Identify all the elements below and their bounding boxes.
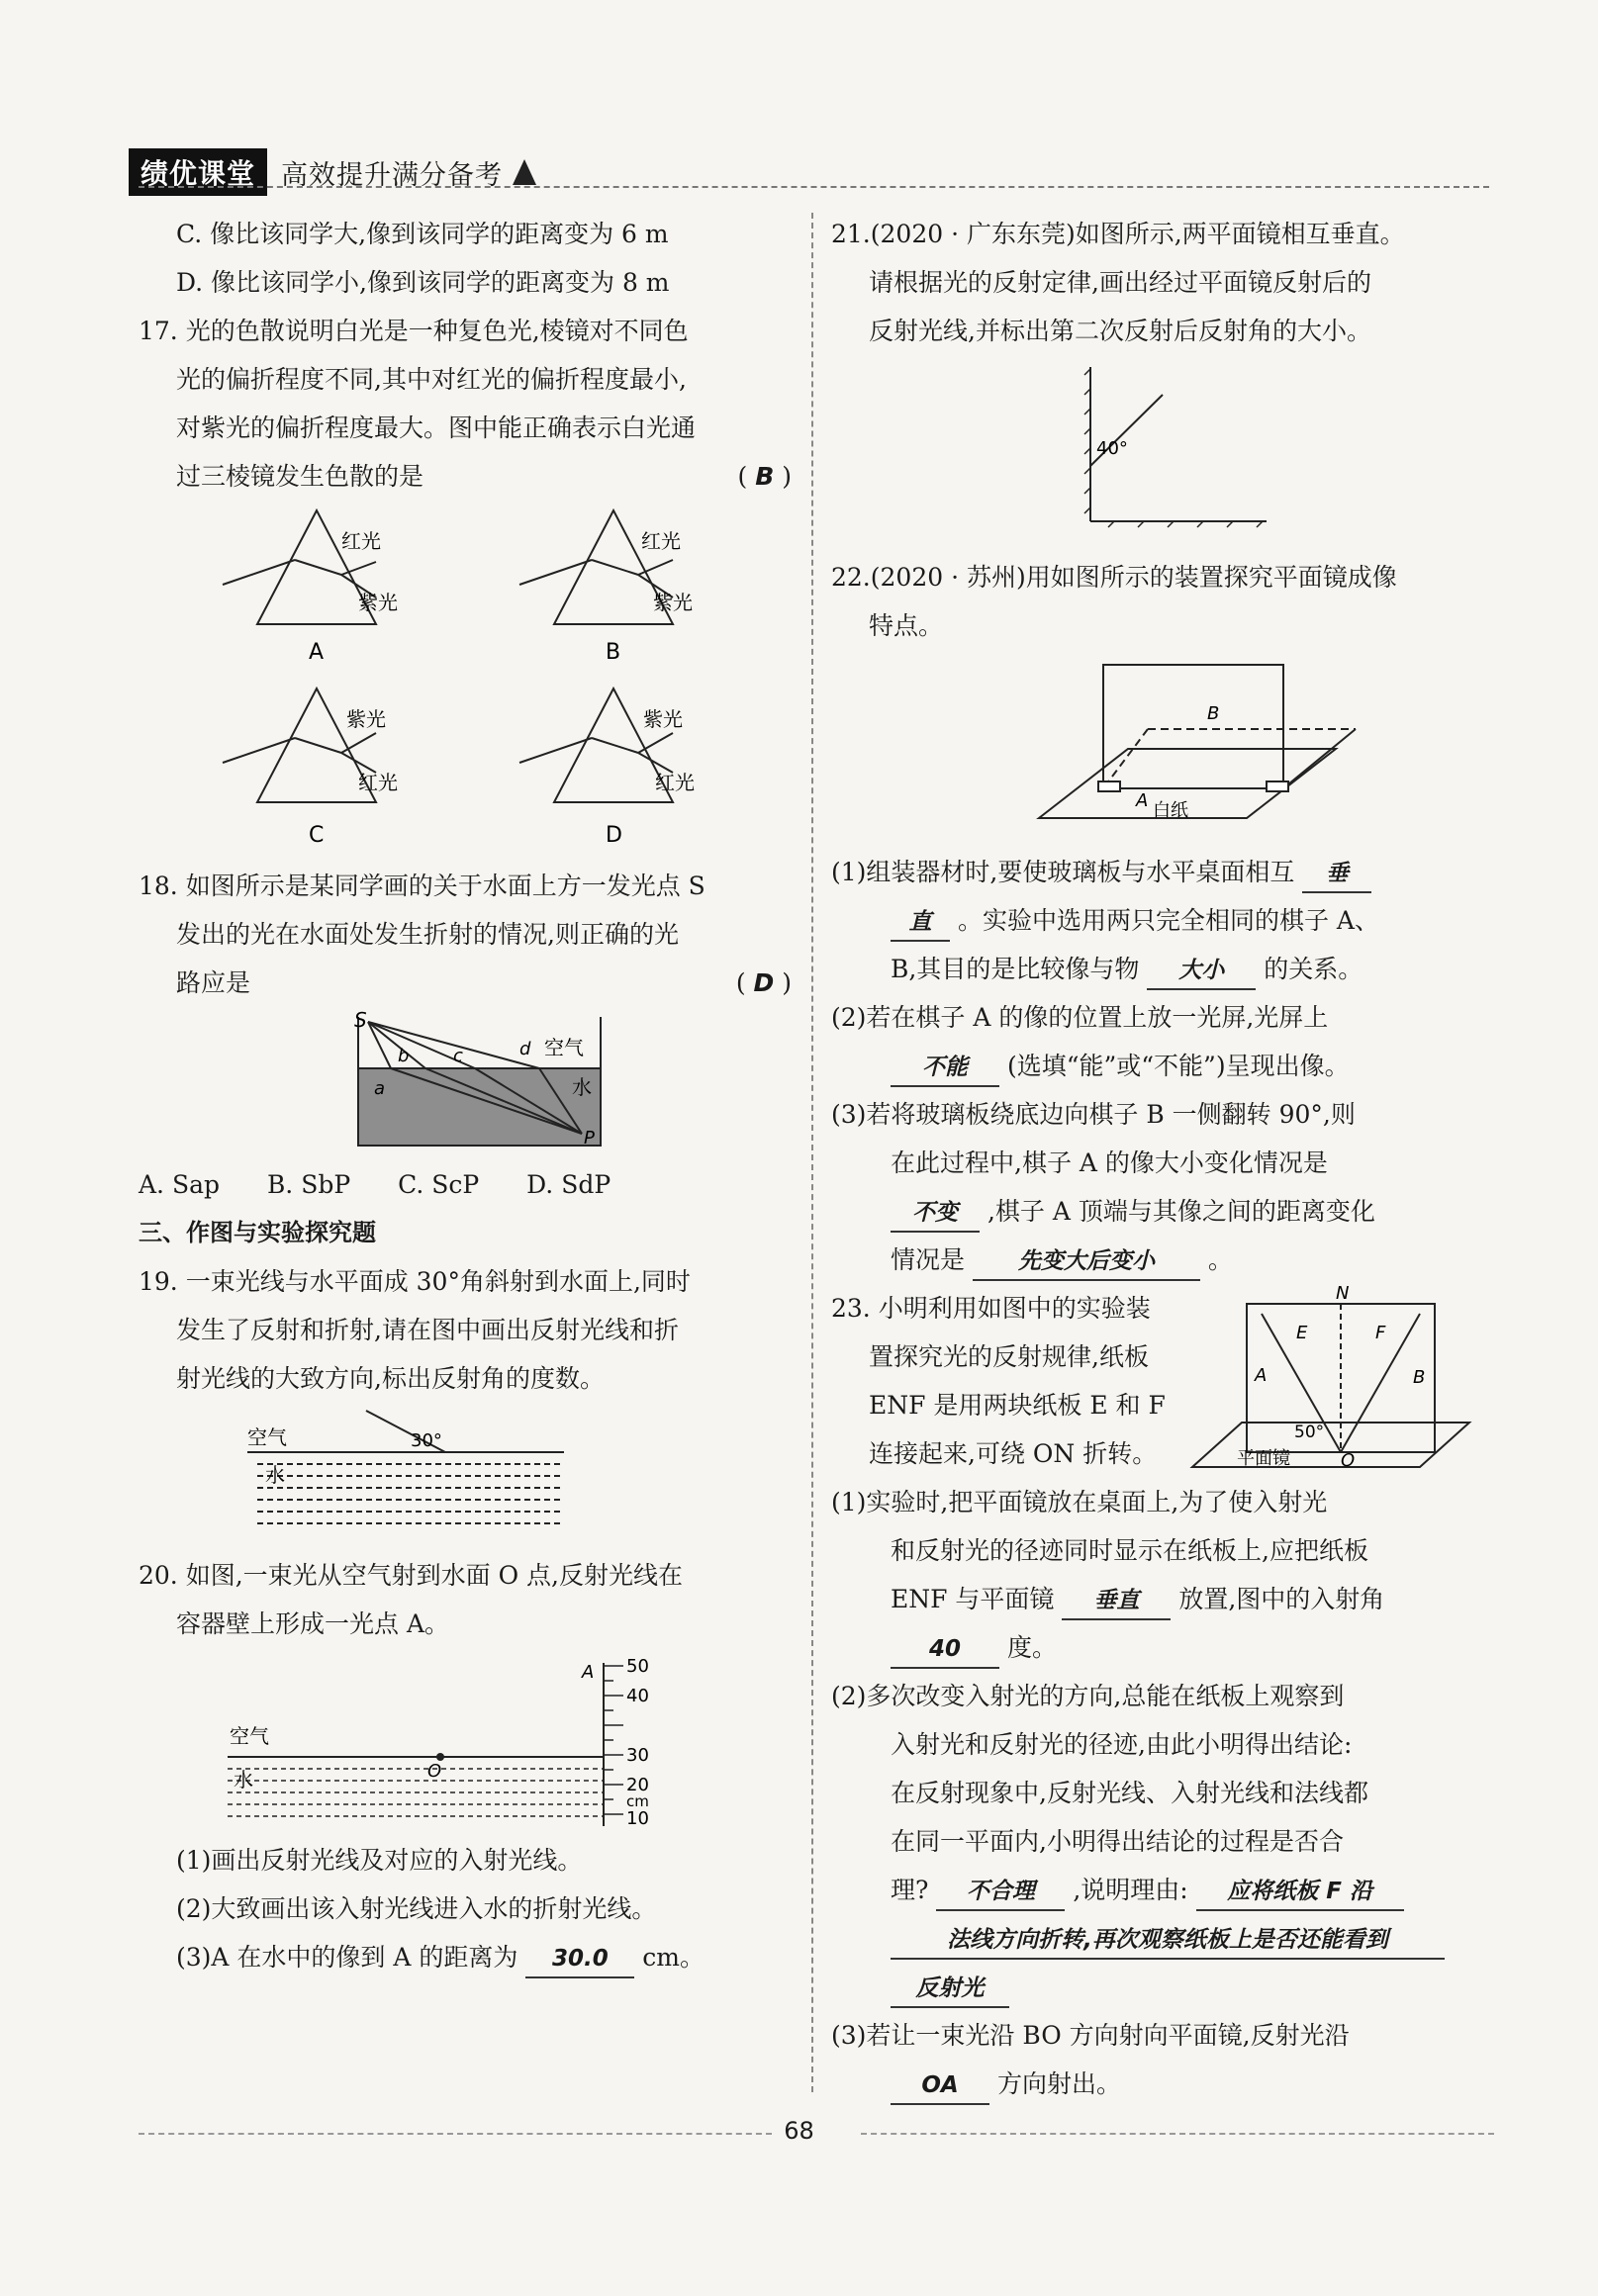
ruler-unit: cm bbox=[626, 1792, 649, 1810]
q18-line: 发出的光在水面处发生折射的情况,则正确的光 bbox=[176, 920, 679, 949]
q22-sub1-answer-blank-cont[interactable]: 直 bbox=[891, 904, 950, 942]
q23-sub3-text: 方向射出。 bbox=[996, 2069, 1121, 2098]
q23-sub1-l1: (1)实验时,把平面镜放在桌面上,为了使入射光 bbox=[831, 1488, 1328, 1516]
left-column bbox=[139, 210, 792, 1981]
q20-point-a-label: A bbox=[582, 1662, 595, 1683]
prism-d-purple-label: 紫光 bbox=[643, 707, 683, 731]
q22-sub3-text3: ,棋子 A 顶端与其像之间的距离变化 bbox=[987, 1197, 1375, 1226]
prism-diagram bbox=[139, 501, 792, 862]
q22-sub2-answer-blank[interactable]: 不能 bbox=[891, 1050, 999, 1087]
q19-air-label: 空气 bbox=[247, 1425, 287, 1449]
q22-sub3-l3 bbox=[831, 1187, 1494, 1236]
q18-figure bbox=[139, 1007, 792, 1160]
header-slogan: 高效提升满分备考 bbox=[281, 159, 504, 191]
q20-sub2: (2)大致画出该入射光线进入水的折射光线。 bbox=[176, 1894, 657, 1923]
q22-sub3-l4 bbox=[831, 1236, 1494, 1284]
ruler-tick-30: 30 bbox=[626, 1745, 649, 1766]
q16-option-c: C. 像比该同学大,像到该同学的距离变为 6 m bbox=[176, 220, 669, 248]
q21-line: 请根据光的反射定律,画出经过平面镜反射后的 bbox=[869, 268, 1371, 297]
page-header bbox=[129, 148, 536, 196]
q22-sub1-l1 bbox=[831, 848, 1494, 896]
q22-sub1-answer2-blank[interactable]: 大小 bbox=[1147, 953, 1256, 990]
prism-b-purple-label: 紫光 bbox=[653, 591, 693, 614]
q20-sub3-unit: cm。 bbox=[642, 1943, 705, 1972]
q22-figure bbox=[831, 650, 1494, 848]
page-number: 68 bbox=[784, 2117, 814, 2145]
ruler-tick-40: 40 bbox=[626, 1686, 649, 1706]
prism-c-caption: C bbox=[309, 823, 325, 848]
question-20 bbox=[139, 1551, 792, 1981]
q19-figure bbox=[139, 1403, 792, 1551]
q18-option-c: C. ScP bbox=[398, 1170, 480, 1199]
q20-sub3 bbox=[139, 1933, 792, 1981]
q23-ray-a-label: A bbox=[1255, 1365, 1268, 1386]
q23-sub1-l2: 和反射光的径迹同时显示在纸板上,应把纸板 bbox=[891, 1536, 1368, 1565]
q22-sub1-text2: 。实验中选用两只完全相同的棋子 A、 bbox=[957, 906, 1379, 935]
q18-line-text: 路应是 bbox=[176, 968, 251, 997]
q22-sub3-l1: (3)若将玻璃板绕底边向棋子 B 一侧翻转 90°,则 bbox=[831, 1100, 1356, 1129]
q22-sub1-l2 bbox=[831, 896, 1494, 945]
q23-sub2-l2: 入射光和反射光的径迹,由此小明得出结论: bbox=[891, 1730, 1353, 1759]
question-23 bbox=[831, 1284, 1494, 2108]
prism-b-caption: B bbox=[606, 640, 621, 665]
q18-option-b: B. SbP bbox=[266, 1170, 351, 1199]
q23-sub2-l5 bbox=[831, 1866, 1494, 1914]
q18-option-a: A. Sap bbox=[139, 1170, 220, 1199]
q23-figure bbox=[1187, 1284, 1474, 1482]
q23-sub1-text4: 放置,图中的入射角 bbox=[1178, 1585, 1385, 1613]
q17-line: 17. 光的色散说明白光是一种复色光,棱镜对不同色 bbox=[139, 317, 689, 345]
q21-figure bbox=[831, 355, 1494, 553]
prism-a-red-label: 红光 bbox=[341, 529, 381, 553]
q22-sub2-text: (选填“能”或“不能”)呈现出像。 bbox=[1006, 1052, 1350, 1080]
q23-sub3-l1: (3)若让一束光沿 BO 方向射向平面镜,反射光沿 bbox=[831, 2021, 1350, 2050]
footer-divider-right bbox=[861, 2133, 1494, 2135]
prism-c-purple-label: 紫光 bbox=[346, 707, 386, 731]
q22-sub3-answer2-blank[interactable]: 先变大后变小 bbox=[973, 1243, 1200, 1281]
q23-normal-n-label: N bbox=[1336, 1284, 1350, 1304]
question-19 bbox=[139, 1257, 792, 1551]
q21-line: 21.(2020 · 广东东莞)如图所示,两平面镜相互垂直。 bbox=[831, 220, 1405, 248]
q23-mirror-label: 平面镜 bbox=[1237, 1448, 1290, 1469]
q17-figure bbox=[139, 501, 792, 862]
q20-water-label: 水 bbox=[234, 1768, 253, 1791]
q23-sub1-text5: 度。 bbox=[1006, 1633, 1057, 1662]
q23-line: 23. 小明利用如图中的实验装 bbox=[831, 1294, 1151, 1323]
question-17 bbox=[139, 307, 792, 862]
q23-ray-b-label: B bbox=[1413, 1367, 1426, 1388]
ruler-tick-20: 20 bbox=[626, 1775, 649, 1795]
q23-sub2-l1: (2)多次改变入射光的方向,总能在纸板上观察到 bbox=[831, 1682, 1345, 1710]
q23-sub2-l4: 在同一平面内,小明得出结论的过程是否合 bbox=[891, 1827, 1344, 1856]
q22-sub1-l3 bbox=[831, 945, 1494, 993]
prism-c-red-label: 红光 bbox=[358, 771, 398, 794]
q20-sub3-text: (3)A 在水中的像到 A 的距离为 bbox=[176, 1943, 518, 1972]
q23-sub1-answer2-blank[interactable]: 40 bbox=[891, 1631, 999, 1669]
ray-b-label: b bbox=[398, 1046, 410, 1066]
q20-line: 容器壁上形成一光点 A。 bbox=[176, 1609, 450, 1638]
q22-line: 22.(2020 · 苏州)用如图所示的装置探究平面镜成像 bbox=[831, 563, 1397, 592]
right-column bbox=[831, 210, 1494, 2108]
q18-answer: D bbox=[753, 968, 775, 997]
q19-line: 射光线的大致方向,标出反射角的度数。 bbox=[176, 1364, 605, 1393]
reflection-board-diagram bbox=[1187, 1284, 1474, 1482]
header-divider bbox=[139, 186, 1489, 188]
q17-line bbox=[139, 452, 792, 501]
water-label: 水 bbox=[572, 1075, 592, 1099]
q20-answer-blank[interactable]: 30.0 bbox=[525, 1941, 634, 1978]
q23-board-e-label: E bbox=[1296, 1323, 1308, 1343]
q19-water-label: 水 bbox=[265, 1463, 285, 1487]
q20-line: 20. 如图,一束光从空气射到水面 O 点,反射光线在 bbox=[139, 1561, 683, 1590]
q23-sub1-answer1-blank[interactable]: 垂直 bbox=[1062, 1583, 1171, 1620]
q19-line: 发生了反射和折射,请在图中画出反射光线和折 bbox=[176, 1316, 679, 1344]
q23-board-f-label: F bbox=[1375, 1323, 1386, 1343]
q23-sub2-l3: 在反射现象中,反射光线、入射光线和法线都 bbox=[891, 1779, 1368, 1807]
plane-mirror-setup-diagram bbox=[831, 650, 1494, 848]
q23-line: 置探究光的反射规律,纸板 bbox=[869, 1342, 1149, 1371]
prism-d-red-label: 红光 bbox=[655, 771, 695, 794]
q17-line-text: 过三棱镜发生色散的是 bbox=[176, 462, 424, 491]
q23-sub2-answer2-blank-cont[interactable]: 法线方向折转,再次观察纸板上是否还能看到 bbox=[891, 1922, 1445, 1960]
prism-b-red-label: 红光 bbox=[641, 529, 681, 553]
q23-angle-label: 50° bbox=[1294, 1423, 1325, 1442]
q21-angle-label: 40° bbox=[1096, 438, 1128, 459]
q23-point-o-label: O bbox=[1341, 1450, 1356, 1471]
water-surface-diagram bbox=[139, 1403, 792, 1551]
q22-sub1-text3: B,其目的是比较像与物 bbox=[891, 955, 1140, 983]
q18-line bbox=[139, 959, 792, 1007]
q22-sub3-answer1-blank[interactable]: 不变 bbox=[891, 1195, 980, 1233]
q20-sub1: (1)画出反射光线及对应的入射光线。 bbox=[176, 1846, 583, 1875]
refraction-diagram bbox=[139, 1007, 792, 1160]
q20-figure bbox=[139, 1648, 792, 1836]
prism-a-caption: A bbox=[309, 640, 325, 665]
q22-paper-label: 白纸 bbox=[1153, 800, 1188, 821]
container-diagram bbox=[139, 1648, 792, 1836]
section-heading: 三、作图与实验探究题 bbox=[139, 1219, 376, 1246]
q16-option-d: D. 像比该同学小,像到该同学的距离变为 8 m bbox=[176, 268, 670, 297]
q22-piece-a-label: A bbox=[1136, 790, 1149, 811]
air-label: 空气 bbox=[544, 1036, 584, 1059]
q20-point-o-label: O bbox=[427, 1761, 442, 1782]
q20-air-label: 空气 bbox=[230, 1724, 269, 1748]
header-tag: 绩优课堂 bbox=[129, 148, 267, 196]
q23-sub2-answer2-blank-end[interactable]: 反射光 bbox=[891, 1971, 1009, 2008]
q22-sub3-text5: 。 bbox=[1207, 1245, 1233, 1274]
q23-sub1-text3: ENF 与平面镜 bbox=[891, 1585, 1055, 1613]
q23-sub3-l2 bbox=[831, 2060, 1494, 2108]
q22-sub3-l2: 在此过程中,棋子 A 的像大小变化情况是 bbox=[891, 1148, 1328, 1177]
q18-option-d: D. SdP bbox=[526, 1170, 611, 1199]
q23-line: 连接起来,可绕 ON 折转。 bbox=[869, 1439, 1158, 1468]
prism-a-purple-label: 紫光 bbox=[358, 591, 398, 614]
q19-line: 19. 一束光线与水平面成 30°角斜射到水面上,同时 bbox=[139, 1267, 691, 1296]
q17-answer-paren: ( B ) bbox=[737, 462, 792, 491]
question-22 bbox=[831, 553, 1494, 1284]
ruler-tick-10: 10 bbox=[626, 1808, 649, 1829]
q22-piece-b-label: B bbox=[1207, 703, 1220, 724]
ray-d-label: d bbox=[519, 1039, 531, 1059]
q23-sub2-l7 bbox=[831, 1963, 1494, 2011]
point-s-label: S bbox=[354, 1008, 367, 1032]
q23-sub2-text6: ,说明理由: bbox=[1073, 1876, 1188, 1904]
q22-sub3-text4: 情况是 bbox=[891, 1245, 966, 1274]
q23-sub1-l3 bbox=[831, 1575, 1494, 1623]
q21-line: 反射光线,并标出第二次反射后反射角的大小。 bbox=[869, 317, 1371, 345]
question-18 bbox=[139, 862, 792, 1209]
q23-line: ENF 是用两块纸板 E 和 F bbox=[869, 1391, 1166, 1420]
q22-line: 特点。 bbox=[869, 611, 944, 640]
column-divider bbox=[811, 213, 813, 2092]
q22-sub2-l2 bbox=[831, 1042, 1494, 1090]
question-21 bbox=[831, 210, 1494, 553]
q18-line: 18. 如图所示是某同学画的关于水面上方一发光点 S bbox=[139, 872, 705, 900]
ruler-tick-50: 50 bbox=[626, 1656, 649, 1677]
ray-c-label: c bbox=[453, 1046, 463, 1066]
q23-sub1-l4 bbox=[831, 1623, 1494, 1672]
point-o-dot bbox=[436, 1753, 444, 1761]
q22-sub1-text: (1)组装器材时,要使玻璃板与水平桌面相互 bbox=[831, 858, 1295, 886]
q17-answer: B bbox=[755, 462, 775, 491]
q18-options bbox=[139, 1160, 792, 1209]
q22-sub1-text4: 的关系。 bbox=[1264, 955, 1363, 983]
q18-answer-paren: ( D ) bbox=[735, 968, 792, 997]
q22-sub1-answer-blank[interactable]: 垂 bbox=[1302, 856, 1371, 893]
q23-sub3-answer-blank[interactable]: OA bbox=[891, 2067, 989, 2105]
header-triangle-icon bbox=[513, 159, 536, 185]
q22-sub2-l1: (2)若在棋子 A 的像的位置上放一光屏,光屏上 bbox=[831, 1003, 1329, 1032]
q19-angle-label: 30° bbox=[411, 1430, 442, 1451]
q23-sub2-answer1-blank[interactable]: 不合理 bbox=[936, 1874, 1065, 1911]
q23-sub2-text5: 理? bbox=[891, 1876, 929, 1904]
ray-a-label: a bbox=[374, 1078, 386, 1099]
prism-d-caption: D bbox=[606, 823, 622, 848]
q17-line: 对紫光的偏折程度最大。图中能正确表示白光通 bbox=[176, 413, 697, 442]
point-p-label: P bbox=[584, 1128, 595, 1148]
perpendicular-mirrors-diagram bbox=[831, 355, 1494, 553]
q17-line: 光的偏折程度不同,其中对红光的偏折程度最小, bbox=[176, 365, 687, 394]
q23-sub2-answer2-blank[interactable]: 应将纸板 F 沿 bbox=[1196, 1874, 1404, 1911]
q23-sub2-l6 bbox=[831, 1914, 1494, 1963]
